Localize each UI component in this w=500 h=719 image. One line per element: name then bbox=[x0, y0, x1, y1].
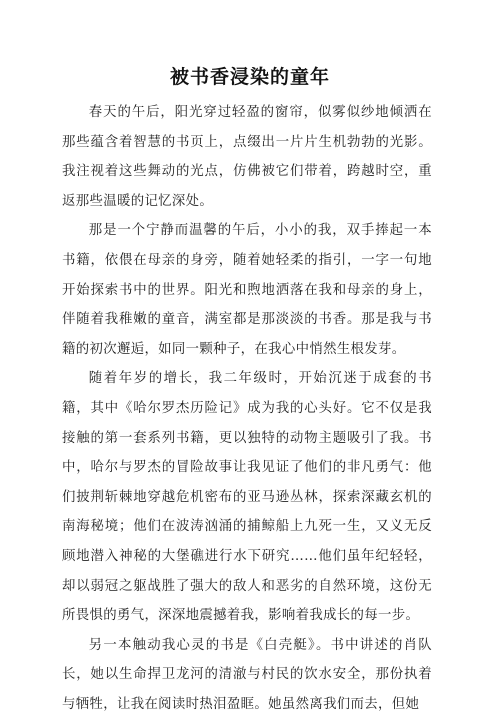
document-title: 被书香浸染的童年 bbox=[169, 66, 330, 88]
document-body bbox=[62, 98, 432, 719]
paragraph: 随着年岁的增长，我二年级时，开始沉迷于成套的书籍，其中《哈尔罗杰历险记》成为我的心头好。它不仅是我接触的第一套系列书籍，更以独特的动物主题吸引了我。书中，哈尔与罗杰的冒险故事让我见证了他们的非凡勇气：他们披荆斩棘地穿越危机密布的亚马逊丛林，探索深藏玄机的南海秘境；他们在波涛汹涌的捕鲸船上九死一生，又义无反顾地潜入神秘的大堡礁进行水下研究……他们虽年纪轻轻，却以弱冠之躯战胜了强大的敌人和恶劣的自然环境，这份无所畏惧的勇气，深深地震撼着我，影响着我成长的每一步。 bbox=[62, 371, 432, 624]
paragraph: 春天的午后，阳光穿过轻盈的窗帘，似雾似纱地倾洒在那些蕴含着智慧的书页上，点缀出一片片生机勃勃的光影。我注视着这些舞动的光点，仿佛被它们带着，跨越时空，重返那些温暖的记忆深处。 bbox=[62, 105, 432, 209]
paragraph: 另一本触动我心灵的书是《白壳艇》。书中讲述的肖队长，她以生命捍卫龙河的清澈与村民的饮水安全，那份执着与牺牲，让我在阅读时热泪盈眶。她虽然离我们而去，但她 bbox=[62, 637, 432, 712]
paragraph: 那是一个宁静而温馨的午后，小小的我，双手捧起一本书籍，依偎在母亲的身旁，随着她轻柔的指引，一字一句地开始探索书中的世界。阳光和煦地洒落在我和母亲的身上，伴随着我稚嫩的童音，满室都是那淡淡的书香。那是我与书籍的初次邂逅，如同一颗种子，在我心中悄然生根发芽。 bbox=[62, 223, 432, 357]
